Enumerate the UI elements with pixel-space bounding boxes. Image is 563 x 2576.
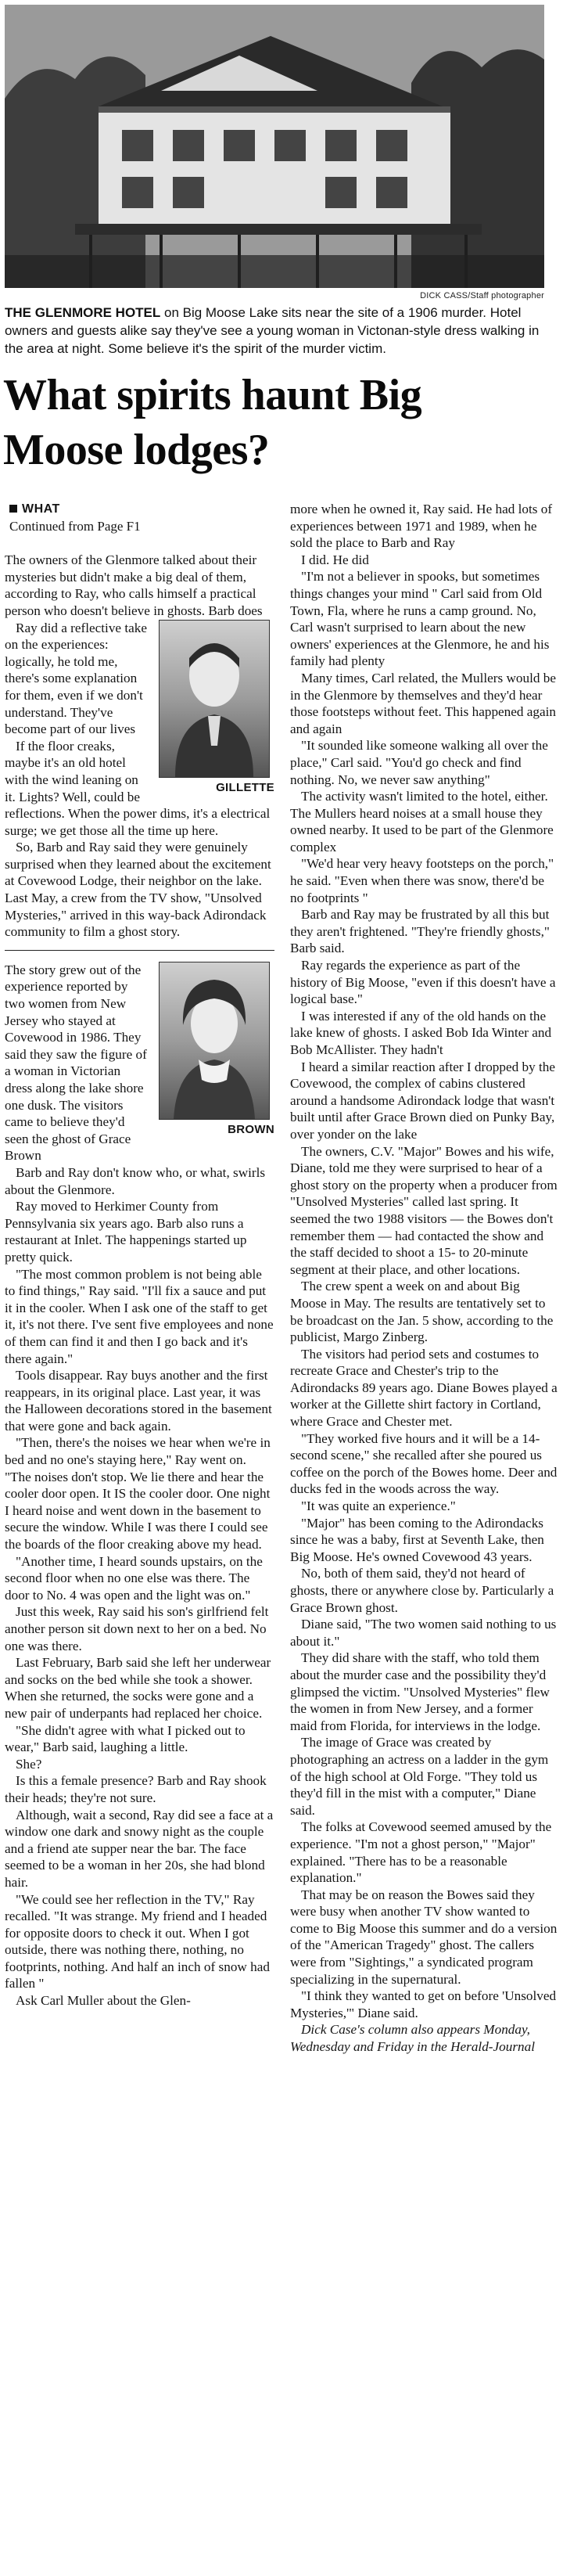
column-divider	[5, 950, 274, 951]
paragraph: more when he owned it, Ray said. He had lots of experiences between 1971 and 1989, when he sold the place to Barb and Ray	[290, 502, 553, 551]
paragraph: The activity wasn't limited to the hotel, either. The Mullers heard noises at a small house they owned nearby. It used to be part of the Glenmore complex	[290, 789, 554, 854]
paragraph: I did. He did	[301, 552, 369, 567]
paragraph: I was interested if any of the old hands on the lake knew of ghosts. I asked Bob Ida Winter and Bob McAllister. They hadn't	[290, 1008, 552, 1057]
paragraph: No, both of them said, they'd not heard of ghosts, there or anywhere close by. Particularly a Grace Brown ghost.	[290, 1566, 554, 1615]
section-kicker	[9, 501, 274, 518]
portrait-photo	[159, 962, 270, 1120]
paragraph: Ray moved to Herkimer County from Pennsylvania six years ago. Barb also runs a restaurant at Inlet. The happenings started up pretty quick.	[5, 1199, 247, 1265]
paragraph: The crew spent a week on and about Big Moose in May. The results are tentatively set to be broadcast on the Jan. 5 show, according to the publicist, Margo Zinberg.	[290, 1279, 554, 1345]
paragraph: They did share with the staff, who told them about the murder case and the possibility they'd glimpsed the victim. "Unsolved Mysteries" flew the women in from New Jersey, and a former maid from Florida, for interviews in the lodge.	[290, 1650, 550, 1733]
hotel-illustration	[5, 5, 544, 288]
paragraph: The owners of the Glenmore talked about their mysteries but didn't make a big deal of them, according to Ray, who calls himself a practical person who doesn't believe in ghosts. Barb does	[5, 552, 263, 618]
paragraph: Although, wait a second, Ray did see a face at a window one dark and snowy night as the couple and a friend ate supper near the bar. The face seemed to be a woman in her 20s, she had blond hair.	[5, 1807, 274, 1890]
paragraph: Ray regards the experience as part of the history of Big Moose, "even if this doesn't have a logical base."	[290, 958, 556, 1007]
paragraph: The folks at Covewood seemed amused by the experience. "I'm not a ghost person," "Major" explained. "There has to be a reasonable explanation."	[290, 1819, 552, 1886]
paragraph: "She didn't agree with what I picked out to wear," Barb said, laughing a little.	[5, 1722, 246, 1755]
hotel-photo	[5, 5, 544, 288]
paragraph: Barb and Ray may be frustrated by all this but they aren't frightened. "They're friendly ghosts," Barb said.	[290, 907, 550, 956]
headline: What spirits haunt Big Moose lodges?	[3, 371, 422, 474]
paragraph: "I think they wanted to get on before 'Unsolved Mysteries,'" Diane said.	[290, 1988, 557, 2020]
paragraph: "We'd hear very heavy footsteps on the porch," he said. "Even when there was snow, there'd be no footprints "	[290, 856, 554, 905]
portrait-photo	[159, 620, 270, 778]
article-column-1	[5, 501, 274, 2009]
paragraph: So, Barb and Ray said they were genuinely surprised when they learned about the excitement at Covewood Lodge, their neighbor on the lake. Last May, a crew from the TV show, "Unsolved Mysteries," arrived in this way-back Adirondack community to film a ghost story.	[5, 840, 271, 940]
mugshot-name: GILLETTE	[216, 780, 274, 794]
paragraph: I heard a similar reaction after I dropped by the Covewood, the complex of cabins clustered around a handsome Adirondack lodge that wasn't built until after Grace Brown died on Punky Bay, over yonder on the lake	[290, 1059, 555, 1142]
paragraph: Ray did a reflective take on the experiences: logically, he told me, there's some explanation for them, even if we don't understand. They've become part of our lives	[5, 620, 147, 737]
caption-text: on Big Moose Lake sits near the site of a 1906 murder. Hotel owners and guests alike say they've see a young woman in Victonan-style dress walking in the area at night. Some believe it's the spirit of the murder victim.	[5, 305, 540, 356]
paragraph: "Another time, I heard sounds upstairs, on the second floor when no one else was there. The door to No. 4 was open and the light was on."	[5, 1553, 263, 1603]
mugshot-brown	[159, 962, 274, 1139]
paragraph: Ask Carl Muller about the Glen-	[16, 1993, 191, 2009]
paragraph: "The most common problem is not being able to find things," Ray said. "I'll fix a sauce and put it in the cooler. When I ask one of the staff to get it, it's not there. I've sent five employees and none of them can find it and then I go back and it's there again."	[5, 1266, 274, 1366]
caption-label: THE GLENMORE HOTEL	[5, 305, 161, 320]
jump-line: Continued from Page F1	[9, 518, 141, 534]
paragraph: If the floor creaks, maybe it's an old hotel with the wind leaning on it. Lights? Well, could be reflections. When the power dims, it's a electrical surge; we get those all the time up here.	[5, 738, 271, 838]
photo-caption	[5, 304, 544, 358]
paragraph: "Major" has been coming to the Adirondacks since he was a baby, first at Seventh Lake, then Big Moose. He's owned Covewood 43 years.	[290, 1515, 544, 1564]
photo-credit: DICK CASS/Staff photographer	[420, 291, 544, 300]
paragraph: Diane said, "The two women said nothing to us about it."	[290, 1617, 557, 1649]
paragraph: The story grew out of the experience reported by two women from New Jersey who stayed at Covewood in 1986. They said they saw the figure of a woman in Victorian dress along the lake shore one dusk. The visitors came to believe they'd seen the ghost of Grace Brown	[5, 962, 147, 1164]
paragraph: Tools disappear. Ray buys another and the first reappears, in its original place. Last year, it was the Halloween decorations stored in the basement that were gone and back again.	[5, 1368, 272, 1434]
paragraph: "They worked five hours and it will be a 14-second scene," she recalled after she poured us coffee on the porch of the Bowes home. Deer and ducks fed in the woods across the way.	[290, 1430, 558, 1497]
paragraph: "Then, there's the noises we hear when we're in bed and no one's staying here," Ray went on. "The noises don't stop. We lie there and hear the cooler door open. It IS the cooler door. One night I heard noise and went down in the basement to secure the window. While I was there I could see the boards of the floor creaking above my head.	[5, 1435, 271, 1552]
paragraph: "We could see her reflection in the TV," Ray recalled. "It was strange. My friend and I headed for opposite doors to check it out. When I got outside, there was nothing there, nothing, no footprints, nothing. And half an inch of snow had fallen "	[5, 1891, 270, 1991]
paragraph: She?	[16, 1756, 42, 1772]
bullet-square-icon	[9, 505, 17, 513]
paragraph: Just this week, Ray said his son's girlfriend felt another person sit down next to her on a bed. No one was there.	[5, 1604, 269, 1653]
columnist-endnote: Dick Case's column also appears Monday, Wednesday and Friday in the Herald-Journal	[290, 2022, 535, 2055]
paragraph: "It was quite an experience."	[301, 1498, 456, 1514]
paragraph: Last February, Barb said she left her underwear and socks on the bed while she took a shower. When she returned, the socks were gone and a new pair of underpants had replaced her choice.	[5, 1655, 271, 1721]
paragraph: "It sounded like someone walking all over the place," Carl said. "You'd go check and find nothing. No, we never saw anything"	[290, 738, 548, 787]
mugshot-name: BROWN	[228, 1122, 274, 1136]
mugshot-gillette	[159, 620, 274, 797]
paragraph: That may be on reason the Bowes said they were busy when another TV show wanted to come to Big Moose this summer and do a version of the "American Tragedy" ghost. The callers were from "Sightings," a syndicated program specializing in the supernatural.	[290, 1887, 558, 1987]
paragraph: Many times, Carl related, the Mullers would be in the Glenmore by themselves and they'd hear those footsteps without feet. This happened again and again	[290, 670, 557, 736]
kicker-text: WHAT	[22, 502, 60, 516]
paragraph: "I'm not a believer in spooks, but sometimes things changes your mind " Carl said from Old Town, Fla, where he runs a camp ground. No, Carl wasn't surprised to learn about the new owners' experiences at the Glenmore, he and his family had plenty	[290, 569, 550, 669]
paragraph: The owners, C.V. "Major" Bowes and his wife, Diane, told me they were surprised to hear of a ghost story on the property when a producer from "Unsolved Mysteries" called last spring. It seemed the two 1988 visitors — the Bowes don't remember them — had contacted the show and the staff decided to shoot a 15- to 20-minute segment at their place, and other locations.	[290, 1143, 558, 1277]
paragraph: Barb and Ray don't know who, or what, swirls about the Glenmore.	[5, 1164, 266, 1197]
article-column-2	[290, 501, 558, 2056]
paragraph: Is this a female presence? Barb and Ray shook their heads; they're not sure.	[5, 1773, 267, 1805]
paragraph: The visitors had period sets and costumes to recreate Grace and Chester's trip to the Adirondacks 89 years ago. Diane Bowes played a worker at the Gillette shirt factory in Cortland, where Grace and Chester met.	[290, 1346, 558, 1430]
paragraph: The image of Grace was created by photographing an actress on a ladder in the gym of the high school at Old Forge. "They told us they'd fill in the mist with a computer," Diane said.	[290, 1735, 549, 1818]
